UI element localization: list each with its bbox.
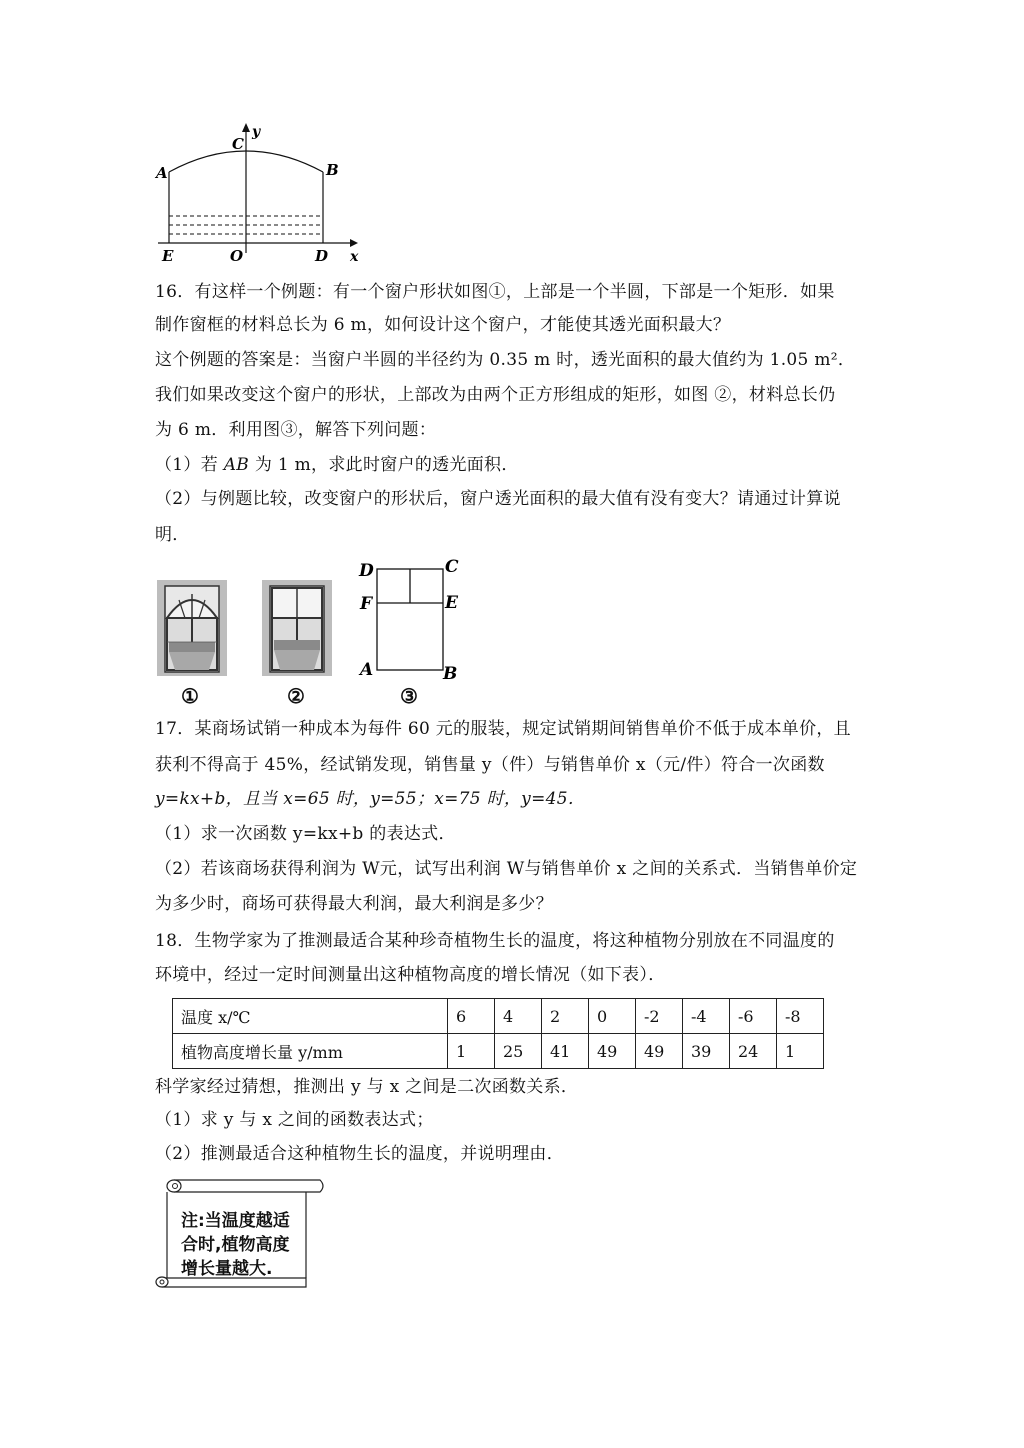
q16-sub-1-var: AB bbox=[223, 455, 250, 475]
label-D: D bbox=[315, 247, 329, 265]
table-cell: 49 bbox=[589, 1034, 636, 1069]
q16-line-2: 制作窗框的材料总长为 6 m，如何设计这个窗户，才能使其透光面积最大？ bbox=[155, 315, 731, 335]
fig-label-three: ③ bbox=[400, 684, 418, 708]
table-cell: 6 bbox=[448, 999, 495, 1034]
q18-line-3: 科学家经过猜想，推测出 y 与 x 之间是二次函数关系． bbox=[155, 1077, 579, 1097]
table-header-growth: 植物高度增长量 y/mm bbox=[173, 1034, 448, 1069]
rect-label-C: C bbox=[445, 557, 459, 577]
window-figure-arched bbox=[157, 580, 227, 676]
temperature-growth-table bbox=[172, 998, 824, 1069]
rect-label-F: F bbox=[360, 594, 373, 614]
table-cell: 2 bbox=[542, 999, 589, 1034]
table-cell: 1 bbox=[448, 1034, 495, 1069]
q16-sub-1-pre: （1）若 bbox=[155, 455, 224, 475]
label-C: C bbox=[232, 135, 244, 153]
table-cell: 39 bbox=[683, 1034, 730, 1069]
q17-line-2: 获利不得高于 45%，经试销发现，销售量 y（件）与销售单价 x（元/件）符合一次函数 bbox=[155, 755, 825, 775]
table-cell: 24 bbox=[730, 1034, 777, 1069]
q16-sub-2-line-1: （2）与例题比较，改变窗户的形状后，窗户透光面积的最大值有没有变大？请通过计算说 bbox=[155, 489, 841, 509]
table-cell: -4 bbox=[683, 999, 730, 1034]
q18-sub-1: （1）求 y 与 x 之间的函数表达式； bbox=[155, 1110, 434, 1130]
q17-sub-1: （1）求一次函数 y=kx+b 的表达式． bbox=[155, 824, 456, 844]
fig-label-two: ② bbox=[287, 684, 305, 708]
q17-sub-2-line-1: （2）若该商场获得利润为 W元，试写出利润 W与销售单价 x 之间的关系式．当销售单价定 bbox=[155, 859, 858, 879]
label-E: E bbox=[162, 247, 174, 265]
table-cell: 1 bbox=[777, 1034, 824, 1069]
note-line-2: 合时,植物高度 bbox=[181, 1235, 290, 1255]
table-cell: 41 bbox=[542, 1034, 589, 1069]
note-line-1: 注:当温度越适 bbox=[181, 1211, 290, 1231]
q17-line-1: 17．某商场试销一种成本为每件 60 元的服装，规定试销期间销售单价不低于成本单价，且 bbox=[155, 719, 851, 739]
rect-label-B: B bbox=[443, 664, 458, 684]
label-B: B bbox=[326, 161, 339, 179]
table-cell: -8 bbox=[777, 999, 824, 1034]
q16-line-5: 为 6 m．利用图③，解答下列问题： bbox=[155, 420, 437, 440]
q16-sub-1 bbox=[155, 454, 519, 476]
table-cell: 0 bbox=[589, 999, 636, 1034]
note-line-3: 增长量越大. bbox=[181, 1259, 273, 1279]
q18-line-2: 环境中，经过一定时间测量出这种植物高度的增长情况（如下表）． bbox=[155, 965, 666, 985]
table-cell: -2 bbox=[636, 999, 683, 1034]
rect-label-D: D bbox=[359, 561, 374, 581]
table-cell: -6 bbox=[730, 999, 777, 1034]
label-O: O bbox=[230, 247, 244, 265]
table-cell: 25 bbox=[495, 1034, 542, 1069]
q16-line-1: 16．有这样一个例题：有一个窗户形状如图①，上部是一个半圆，下部是一个矩形．如果 bbox=[155, 282, 835, 302]
q18-sub-2: （2）推测最适合这种植物生长的温度，并说明理由． bbox=[155, 1144, 565, 1164]
rect-label-A: A bbox=[360, 660, 374, 680]
q16-line-3: 这个例题的答案是：当窗户半圆的半径约为 0.35 m 时，透光面积的最大值约为 1.05 m²． bbox=[155, 350, 856, 370]
label-x: x bbox=[350, 249, 359, 265]
window-diagram-rectangle bbox=[350, 556, 470, 686]
table-header-temperature: 温度 x/℃ bbox=[173, 999, 448, 1034]
rect-label-E: E bbox=[445, 593, 458, 613]
q17-sub-2-line-2: 为多少时，商场可获得最大利润，最大利润是多少？ bbox=[155, 894, 553, 914]
fig-label-one: ① bbox=[181, 684, 199, 708]
q16-sub-2-line-2: 明． bbox=[155, 525, 190, 545]
q16-sub-1-post: 为 1 m，求此时窗户的透光面积． bbox=[249, 455, 519, 475]
q18-line-1: 18．生物学家为了推测最适合某种珍奇植物生长的温度，将这种植物分别放在不同温度的 bbox=[155, 931, 835, 951]
table-cell: 49 bbox=[636, 1034, 683, 1069]
label-A: A bbox=[156, 164, 168, 182]
label-y: y bbox=[252, 124, 261, 140]
window-figure-rectangular bbox=[262, 580, 332, 676]
table-row bbox=[173, 1034, 824, 1069]
table-row bbox=[173, 999, 824, 1034]
q16-line-4: 我们如果改变这个窗户的形状，上部改为由两个正方形组成的矩形，如图 ②，材料总长仍 bbox=[155, 385, 836, 405]
q17-line-3: y=kx+b，且当 x=65 时，y=55；x=75 时，y=45． bbox=[155, 789, 586, 809]
table-cell: 4 bbox=[495, 999, 542, 1034]
arch-coordinate-figure bbox=[150, 118, 365, 268]
